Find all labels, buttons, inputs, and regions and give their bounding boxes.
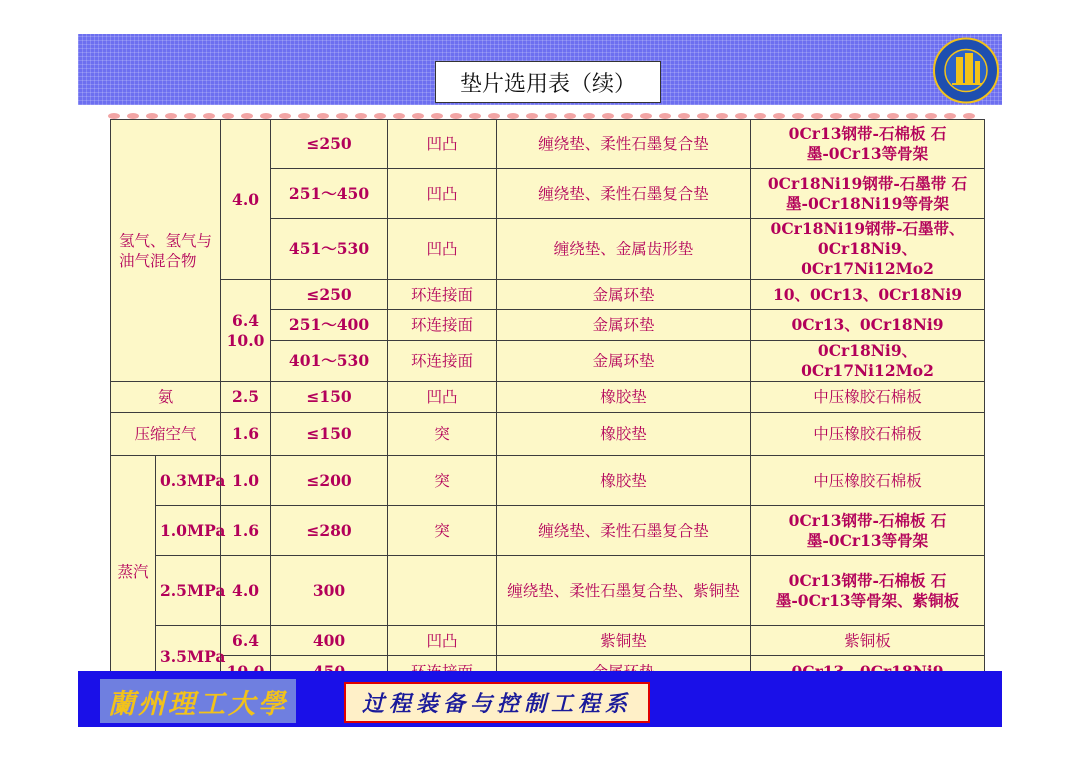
gas-cell-ammonia: 氨 <box>111 382 221 413</box>
gas-cell-steam: 蒸汽 <box>111 456 156 688</box>
face-cell: 突 <box>388 456 497 506</box>
gas-cell-hydrogen: 氢气、氢气与油气混合物 <box>111 120 221 382</box>
pressure-cell: 6.4 <box>221 626 271 656</box>
face-cell: 凹凸 <box>388 219 497 280</box>
temperature-cell: 251～450 <box>271 169 388 219</box>
pressure-cell: 1.6 <box>221 413 271 456</box>
table-row <box>111 280 985 310</box>
temperature-cell: 251～400 <box>271 310 388 341</box>
material-cell: 中压橡胶石棉板 <box>751 413 985 456</box>
face-cell: 环连接面 <box>388 341 497 382</box>
steam-pressure-cell: 0.3MPa <box>156 456 221 506</box>
temperature-cell: 300 <box>271 556 388 626</box>
temperature-cell: 400 <box>271 626 388 656</box>
steam-pressure-cell: 1.0MPa <box>156 506 221 556</box>
face-cell: 突 <box>388 506 497 556</box>
steam-pressure-cell: 2.5MPa <box>156 556 221 626</box>
pressure-cell: 6.4 10.0 <box>221 280 271 382</box>
material-cell: 0Cr13、0Cr18Ni9 <box>751 310 985 341</box>
table-row <box>111 506 985 556</box>
gas-cell-compressed-air: 压缩空气 <box>111 413 221 456</box>
temperature-cell: 401～530 <box>271 341 388 382</box>
face-cell: 突 <box>388 413 497 456</box>
university-name: 蘭州理工大學 <box>108 688 288 720</box>
material-cell: 0Cr18Ni19钢带-石墨带、0Cr18Ni9、0Cr17Ni12Mo2 <box>751 219 985 280</box>
temperature-cell: ≤200 <box>271 456 388 506</box>
pressure-cell: 4.0 <box>221 120 271 280</box>
table-row <box>111 413 985 456</box>
material-cell: 0Cr13钢带-石棉板 石墨-0Cr13等骨架、紫铜板 <box>751 556 985 626</box>
pressure-cell: 4.0 <box>221 556 271 626</box>
material-cell: 中压橡胶石棉板 <box>751 456 985 506</box>
gasket-cell: 金属环垫 <box>497 310 751 341</box>
gasket-cell: 橡胶垫 <box>497 456 751 506</box>
gasket-cell: 紫铜垫 <box>497 626 751 656</box>
material-cell: 中压橡胶石棉板 <box>751 382 985 413</box>
university-logo-icon <box>932 37 1000 104</box>
slide-title: 垫片选用表（续） <box>435 61 661 103</box>
face-cell: 凹凸 <box>388 382 497 413</box>
gasket-cell: 橡胶垫 <box>497 382 751 413</box>
material-cell: 0Cr13钢带-石棉板 石墨-0Cr13等骨架 <box>751 120 985 169</box>
steam-pressure-cell: 3.5MPa <box>156 626 221 688</box>
gasket-cell: 金属环垫 <box>497 280 751 310</box>
material-cell: 10、0Cr13、0Cr18Ni9 <box>751 280 985 310</box>
gasket-cell: 缠绕垫、金属齿形垫 <box>497 219 751 280</box>
face-cell: 环连接面 <box>388 280 497 310</box>
temperature-cell: ≤250 <box>271 120 388 169</box>
material-cell: 紫铜板 <box>751 626 985 656</box>
pressure-cell: 1.6 <box>221 506 271 556</box>
table-row <box>111 556 985 626</box>
pressure-cell: 1.0 <box>221 456 271 506</box>
temperature-cell: ≤150 <box>271 413 388 456</box>
face-cell: 环连接面 <box>388 310 497 341</box>
material-cell: 0Cr18Ni9、0Cr17Ni12Mo2 <box>751 341 985 382</box>
face-cell <box>388 556 497 626</box>
gasket-cell: 缠绕垫、柔性石墨复合垫 <box>497 120 751 169</box>
table-row <box>111 626 985 656</box>
pressure-cell: 2.5 <box>221 382 271 413</box>
face-cell: 凹凸 <box>388 120 497 169</box>
gasket-cell: 缠绕垫、柔性石墨复合垫、紫铜垫 <box>497 556 751 626</box>
face-cell: 凹凸 <box>388 626 497 656</box>
gasket-cell: 缠绕垫、柔性石墨复合垫 <box>497 506 751 556</box>
table-row <box>111 120 985 169</box>
gasket-cell: 橡胶垫 <box>497 413 751 456</box>
gasket-cell: 金属环垫 <box>497 341 751 382</box>
face-cell: 凹凸 <box>388 169 497 219</box>
temperature-cell: ≤250 <box>271 280 388 310</box>
temperature-cell: ≤150 <box>271 382 388 413</box>
gasket-cell: 缠绕垫、柔性石墨复合垫 <box>497 169 751 219</box>
temperature-cell: 451～530 <box>271 219 388 280</box>
material-cell: 0Cr18Ni19钢带-石墨带 石墨-0Cr18Ni19等骨架 <box>751 169 985 219</box>
material-cell: 0Cr13钢带-石棉板 石墨-0Cr13等骨架 <box>751 506 985 556</box>
department-name: 过程装备与控制工程系 <box>344 682 650 723</box>
table-row <box>111 456 985 506</box>
table-row <box>111 382 985 413</box>
university-badge <box>100 679 296 723</box>
gasket-table <box>110 119 984 666</box>
temperature-cell: ≤280 <box>271 506 388 556</box>
